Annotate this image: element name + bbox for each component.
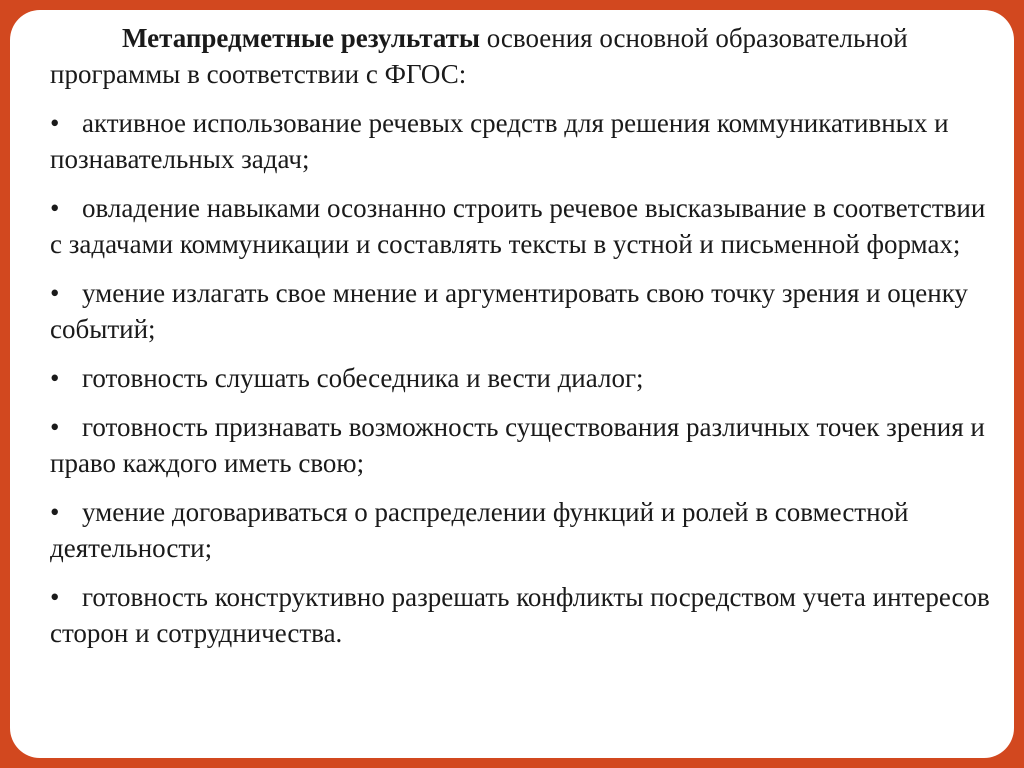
list-item-text: готовность признавать возможность существования различных точек зрения и право каждого иметь свою; xyxy=(50,412,985,478)
heading-rest-text: освоения основной образовательной программы в соответствии с ФГОС: xyxy=(50,23,908,89)
list-item-text: готовность слушать собеседника и вести диалог; xyxy=(82,363,644,393)
list-item-text: овладение навыками осознанно строить речевое высказывание в соответствии с задачами коммуникации и составлять тексты в устной и письменной формах; xyxy=(50,193,986,259)
bullet-icon: • xyxy=(50,497,60,527)
list-item xyxy=(50,579,992,651)
list-item-text: готовность конструктивно разрешать конфликты посредством учета интересов сторон и сотрудничества. xyxy=(50,582,990,648)
slide-heading xyxy=(50,20,992,92)
bullet-icon: • xyxy=(50,412,60,442)
heading-bold-text: Метапредметные результаты xyxy=(122,23,480,53)
list-item-text: активное использование речевых средств для решения коммуникативных и познавательных задач; xyxy=(50,108,949,174)
list-item xyxy=(50,190,992,262)
slide-panel xyxy=(10,10,1014,758)
list-item-text: умение договариваться о распределении функций и ролей в совместной деятельности; xyxy=(50,497,909,563)
bullet-icon: • xyxy=(50,278,60,308)
bullet-icon: • xyxy=(50,108,60,138)
list-item xyxy=(50,409,992,481)
list-item-text: умение излагать свое мнение и аргументировать свою точку зрения и оценку событий; xyxy=(50,278,968,344)
bullet-icon: • xyxy=(50,363,60,393)
list-item xyxy=(50,275,992,347)
results-list xyxy=(50,105,992,651)
bullet-icon: • xyxy=(50,193,60,223)
list-item xyxy=(50,360,992,396)
list-item xyxy=(50,494,992,566)
bullet-icon: • xyxy=(50,582,60,612)
list-item xyxy=(50,105,992,177)
